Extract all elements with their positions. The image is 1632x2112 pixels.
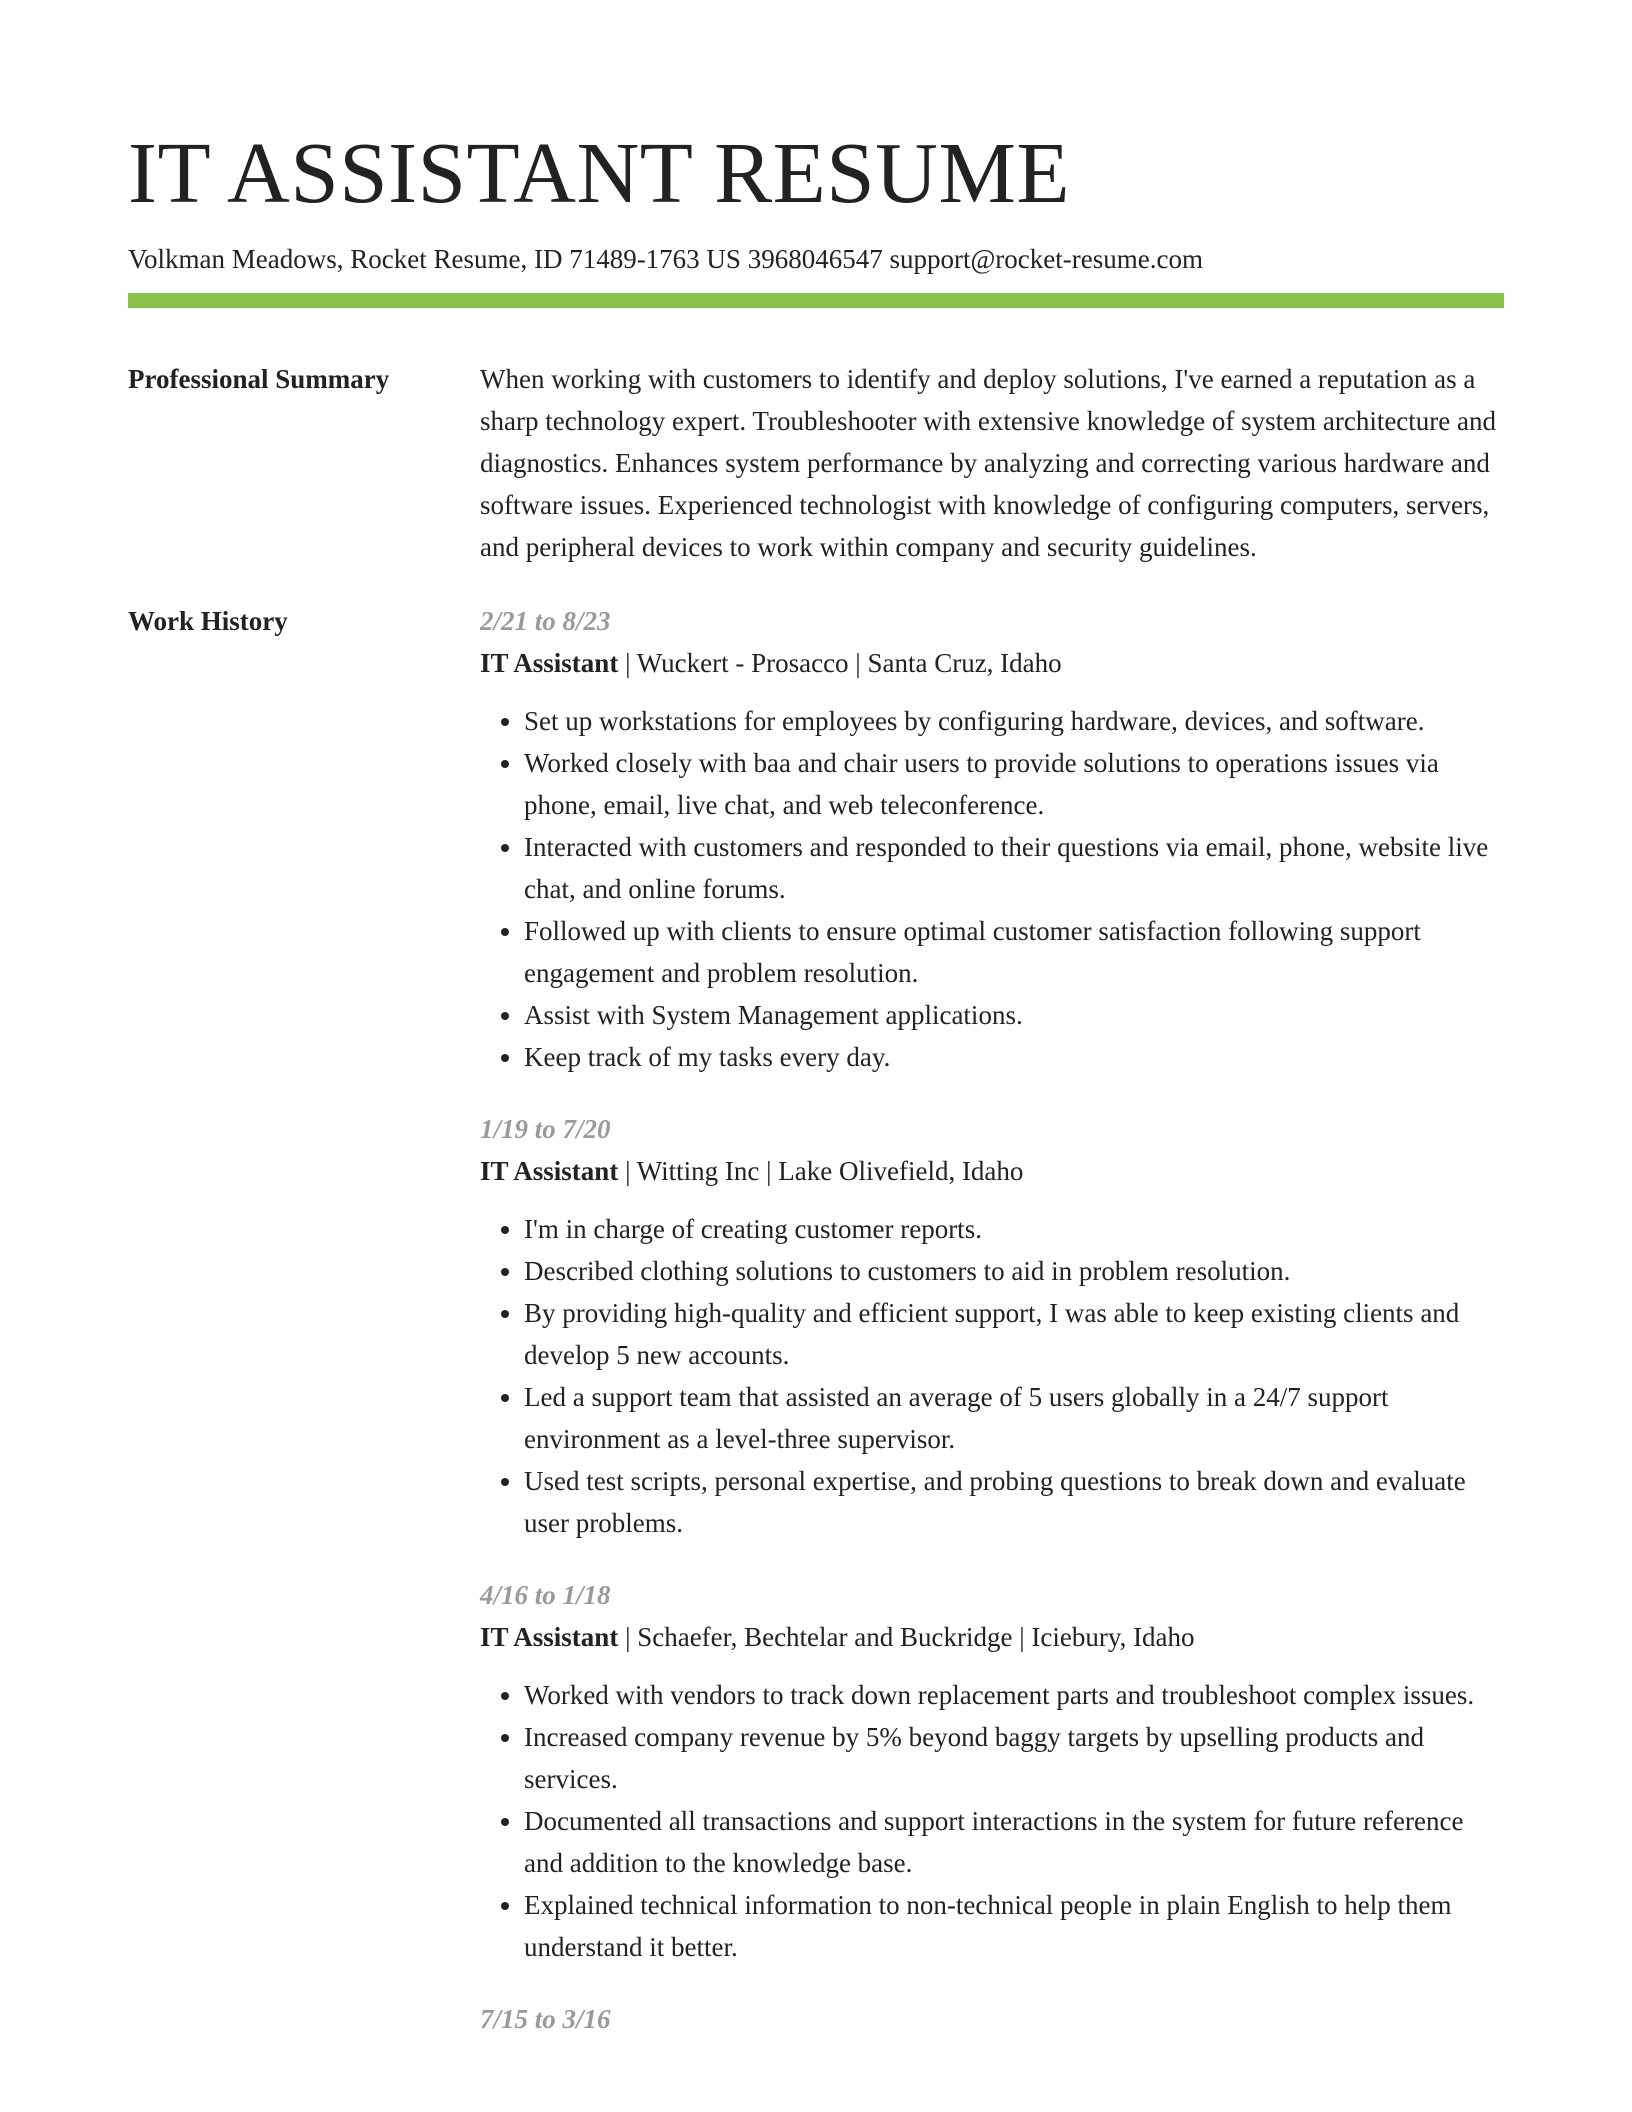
resume-page	[128, 0, 1504, 2070]
section-heading-work-history: Work History	[128, 606, 288, 636]
section-heading-summary: Professional Summary	[128, 364, 390, 394]
responsibility-item: • Interacted with customers and responded to their questions via email, phone, website live chat, and online forums.	[524, 826, 1504, 910]
header-divider	[128, 293, 1504, 308]
job-responsibilities	[480, 1208, 1504, 1544]
job-entry	[480, 1998, 1504, 2040]
job-entry	[480, 1574, 1504, 1968]
responsibility-item: • Increased company revenue by 5% beyond baggy targets by upselling products and services.	[524, 1716, 1504, 1800]
responsibility-item: • By providing high-quality and efficient support, I was able to keep existing clients and develop 5 new accounts.	[524, 1292, 1504, 1376]
contact-line: Volkman Meadows, Rocket Resume, ID 71489-1763 US 3968046547 support@rocket-resume.com	[128, 244, 1203, 274]
job-title: IT Assistant	[480, 1622, 619, 1652]
job-entry	[480, 600, 1504, 1078]
job-title: IT Assistant	[480, 1156, 619, 1186]
responsibility-item: • Set up workstations for employees by configuring hardware, devices, and software.	[524, 700, 1504, 742]
job-dates: 1/19 to 7/20	[480, 1114, 611, 1144]
work-history-section	[128, 600, 1504, 2070]
summary-text: When working with customers to identify and deploy solutions, I've earned a reputation as a sharp technology expert. Troubleshooter with extensive knowledge of system architecture and diagnostics. Enhances system performance by analyzing and correcting various hardware and software issues. Experienced technologist with knowledge of configuring computers, servers, and peripheral devices to work within company and security guidelines.	[480, 364, 1496, 562]
responsibility-item: • I'm in charge of creating customer reports.	[524, 1208, 1504, 1250]
job-header	[480, 642, 1504, 684]
responsibility-item: • Assist with System Management applications.	[524, 994, 1504, 1036]
job-title: IT Assistant	[480, 648, 619, 678]
job-details: | Schaefer, Bechtelar and Buckridge | Iciebury, Idaho	[618, 1622, 1195, 1652]
responsibility-item: • Worked closely with baa and chair users to provide solutions to operations issues via phone, email, live chat, and web teleconference.	[524, 742, 1504, 826]
responsibility-item: • Worked with vendors to track down replacement parts and troubleshoot complex issues.	[524, 1674, 1504, 1716]
job-header	[480, 1616, 1504, 1658]
work-history-list	[480, 600, 1504, 2070]
job-details: | Wuckert - Prosacco | Santa Cruz, Idaho	[618, 648, 1062, 678]
job-dates: 4/16 to 1/18	[480, 1580, 611, 1610]
responsibility-item: • Followed up with clients to ensure optimal customer satisfaction following support engagement and problem resolution.	[524, 910, 1504, 994]
responsibility-item: • Keep track of my tasks every day.	[524, 1036, 1504, 1078]
job-details: | Witting Inc | Lake Olivefield, Idaho	[618, 1156, 1024, 1186]
responsibility-item: • Documented all transactions and support interactions in the system for future reference and addition to the knowledge base.	[524, 1800, 1504, 1884]
job-responsibilities	[480, 1674, 1504, 1968]
job-dates: 2/21 to 8/23	[480, 606, 611, 636]
responsibility-item: • Described clothing solutions to customers to aid in problem resolution.	[524, 1250, 1504, 1292]
professional-summary-section	[128, 358, 1504, 568]
job-entry	[480, 1108, 1504, 1544]
job-dates: 7/15 to 3/16	[480, 2004, 611, 2034]
responsibility-item: • Used test scripts, personal expertise, and probing questions to break down and evaluate user problems.	[524, 1460, 1504, 1544]
resume-title: IT ASSISTANT RESUME	[128, 124, 1070, 221]
job-responsibilities	[480, 700, 1504, 1078]
responsibility-item: • Explained technical information to non-technical people in plain English to help them understand it better.	[524, 1884, 1504, 1968]
job-header	[480, 1150, 1504, 1192]
responsibility-item: • Led a support team that assisted an average of 5 users globally in a 24/7 support environment as a level-three supervisor.	[524, 1376, 1504, 1460]
